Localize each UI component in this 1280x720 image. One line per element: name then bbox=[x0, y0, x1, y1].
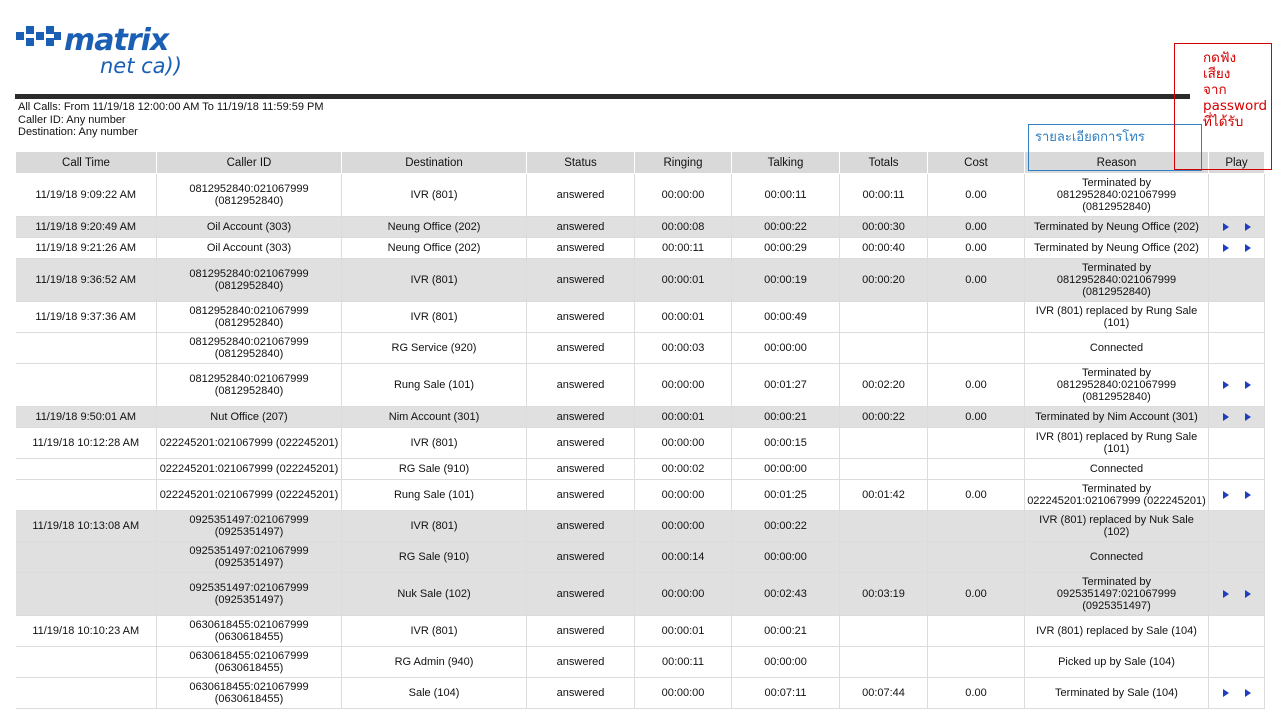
reason-cell-line: IVR (801) replaced by Rung Sale bbox=[1035, 431, 1198, 443]
destination-cell: IVR (801) bbox=[342, 428, 527, 459]
talking-cell: 00:00:00 bbox=[732, 333, 840, 364]
caller-id-cell bbox=[157, 259, 342, 302]
caller-id-cell bbox=[157, 333, 342, 364]
cost-cell: 0.00 bbox=[928, 678, 1025, 709]
destination-cell: Sale (104) bbox=[342, 678, 527, 709]
status-cell: answered bbox=[527, 238, 635, 259]
call-time-cell bbox=[16, 573, 157, 616]
cost-cell bbox=[928, 647, 1025, 678]
totals-cell: 00:00:11 bbox=[840, 174, 928, 217]
reason-cell bbox=[1025, 647, 1209, 678]
caller-id-cell-line: 0812952840:021067999 bbox=[189, 336, 309, 348]
reason-cell-line: (102) bbox=[1103, 526, 1130, 538]
reason-cell-line: (0925351497) bbox=[1082, 600, 1151, 612]
caller-id-cell-line: (0812952840) bbox=[214, 385, 284, 397]
reason-cell-line: IVR (801) replaced by Nuk Sale bbox=[1039, 514, 1194, 526]
play-icon[interactable] bbox=[1245, 491, 1251, 499]
reason-cell-line: Terminated by Sale (104) bbox=[1055, 687, 1178, 699]
play-cell bbox=[1209, 511, 1265, 542]
status-cell: answered bbox=[527, 480, 635, 511]
caller-id-cell-line: Oil Account (303) bbox=[206, 242, 292, 254]
reason-cell bbox=[1025, 364, 1209, 407]
totals-cell: 00:00:40 bbox=[840, 238, 928, 259]
play-cell bbox=[1209, 407, 1265, 428]
ringing-cell: 00:00:02 bbox=[635, 459, 732, 480]
cost-cell: 0.00 bbox=[928, 217, 1025, 238]
ringing-cell: 00:00:01 bbox=[635, 407, 732, 428]
call-time-cell bbox=[16, 364, 157, 407]
reason-cell bbox=[1025, 428, 1209, 459]
status-cell: answered bbox=[527, 407, 635, 428]
destination-cell: IVR (801) bbox=[342, 511, 527, 542]
caller-id-cell-line: 0812952840:021067999 bbox=[189, 268, 309, 280]
ringing-cell: 00:00:00 bbox=[635, 511, 732, 542]
reason-cell-line: Terminated by Nim Account (301) bbox=[1035, 411, 1198, 423]
caller-id-cell bbox=[157, 428, 342, 459]
talking-cell: 00:00:29 bbox=[732, 238, 840, 259]
caller-id-cell-line: (0925351497) bbox=[214, 557, 284, 569]
call-time-cell: 11/19/18 9:21:26 AM bbox=[16, 238, 157, 259]
reason-cell bbox=[1025, 174, 1209, 217]
status-cell: answered bbox=[527, 174, 635, 217]
call-time-cell bbox=[16, 459, 157, 480]
reason-cell bbox=[1025, 616, 1209, 647]
talking-cell: 00:00:22 bbox=[732, 217, 840, 238]
column-header-ringing: Ringing bbox=[635, 152, 732, 174]
caller-id-cell-line: 0812952840:021067999 bbox=[189, 183, 309, 195]
play-cell bbox=[1209, 480, 1265, 511]
talking-cell: 00:01:25 bbox=[732, 480, 840, 511]
reason-cell-line: Terminated by Neung Office (202) bbox=[1034, 242, 1199, 254]
caller-id-cell bbox=[157, 573, 342, 616]
reason-cell-line: Picked up by Sale (104) bbox=[1058, 656, 1175, 668]
status-cell: answered bbox=[527, 573, 635, 616]
ringing-cell: 00:00:11 bbox=[635, 647, 732, 678]
destination-cell: IVR (801) bbox=[342, 174, 527, 217]
totals-cell: 00:07:44 bbox=[840, 678, 928, 709]
play-icon[interactable] bbox=[1245, 223, 1251, 231]
call-time-cell: 11/19/18 9:20:49 AM bbox=[16, 217, 157, 238]
cost-cell: 0.00 bbox=[928, 480, 1025, 511]
reason-cell bbox=[1025, 217, 1209, 238]
table-row[interactable] bbox=[16, 428, 1265, 459]
play-cell bbox=[1209, 573, 1265, 616]
ringing-cell: 00:00:14 bbox=[635, 542, 732, 573]
play-icon[interactable] bbox=[1223, 491, 1229, 499]
table-row[interactable] bbox=[16, 174, 1265, 217]
talking-cell: 00:00:21 bbox=[732, 616, 840, 647]
caller-id-cell bbox=[157, 616, 342, 647]
reason-cell-line: 0812952840:021067999 bbox=[1056, 274, 1177, 286]
column-header-reason: Reason bbox=[1025, 152, 1209, 174]
table-row[interactable] bbox=[16, 573, 1265, 616]
talking-cell: 00:00:19 bbox=[732, 259, 840, 302]
talking-cell: 00:00:21 bbox=[732, 407, 840, 428]
ringing-cell: 00:00:00 bbox=[635, 364, 732, 407]
reason-cell-line: Terminated by bbox=[1081, 262, 1152, 274]
caller-id-cell-line: 0925351497:021067999 bbox=[189, 545, 309, 557]
reason-cell bbox=[1025, 459, 1209, 480]
play-cell bbox=[1209, 217, 1265, 238]
table-row[interactable] bbox=[16, 616, 1265, 647]
ringing-cell: 00:00:01 bbox=[635, 259, 732, 302]
destination-cell: Nuk Sale (102) bbox=[342, 573, 527, 616]
destination-cell: Rung Sale (101) bbox=[342, 364, 527, 407]
talking-cell: 00:00:11 bbox=[732, 174, 840, 217]
caller-id-cell-line: 0812952840:021067999 bbox=[189, 305, 309, 317]
call-time-cell bbox=[16, 647, 157, 678]
call-time-cell: 11/19/18 10:13:08 AM bbox=[16, 511, 157, 542]
reason-cell-line: Terminated by Neung Office (202) bbox=[1034, 221, 1199, 233]
status-cell: answered bbox=[527, 302, 635, 333]
status-cell: answered bbox=[527, 616, 635, 647]
talking-cell: 00:00:22 bbox=[732, 511, 840, 542]
totals-cell bbox=[840, 333, 928, 364]
caller-id-cell-line: (0925351497) bbox=[214, 594, 284, 606]
status-cell: answered bbox=[527, 678, 635, 709]
table-row[interactable] bbox=[16, 238, 1265, 259]
status-cell: answered bbox=[527, 459, 635, 480]
reason-annotation: รายละเอียดการโทร bbox=[1028, 124, 1202, 171]
reason-cell bbox=[1025, 480, 1209, 511]
caller-id-cell bbox=[157, 459, 342, 480]
call-time-cell bbox=[16, 678, 157, 709]
caller-id-cell bbox=[157, 511, 342, 542]
call-time-cell: 11/19/18 9:36:52 AM bbox=[16, 259, 157, 302]
column-header-destination: Destination bbox=[342, 152, 527, 174]
reason-cell bbox=[1025, 542, 1209, 573]
play-cell bbox=[1209, 428, 1265, 459]
caller-id-cell-line: 0630618455:021067999 bbox=[189, 619, 309, 631]
ringing-cell: 00:00:00 bbox=[635, 480, 732, 511]
destination-cell: IVR (801) bbox=[342, 616, 527, 647]
reason-cell-line: (0812952840) bbox=[1082, 391, 1151, 403]
talking-cell: 00:07:11 bbox=[732, 678, 840, 709]
reason-cell-line: Connected bbox=[1089, 342, 1144, 354]
caller-id-cell-line: (0925351497) bbox=[214, 526, 284, 538]
talking-cell: 00:00:00 bbox=[732, 647, 840, 678]
destination-cell: RG Sale (910) bbox=[342, 459, 527, 480]
cost-cell bbox=[928, 616, 1025, 647]
caller-id-cell-line: (0630618455) bbox=[214, 693, 284, 705]
caller-id-cell-line: (0812952840) bbox=[214, 280, 284, 292]
cost-cell: 0.00 bbox=[928, 364, 1025, 407]
cost-cell bbox=[928, 511, 1025, 542]
caller-id-cell bbox=[157, 647, 342, 678]
header-divider bbox=[15, 94, 1190, 99]
reason-cell-line: IVR (801) replaced by Rung Sale bbox=[1035, 305, 1198, 317]
totals-cell bbox=[840, 542, 928, 573]
table-row[interactable] bbox=[16, 459, 1265, 480]
column-header-play: Play bbox=[1209, 152, 1265, 174]
play-cell bbox=[1209, 647, 1265, 678]
ringing-cell: 00:00:00 bbox=[635, 678, 732, 709]
talking-cell: 00:00:15 bbox=[732, 428, 840, 459]
totals-cell: 00:03:19 bbox=[840, 573, 928, 616]
totals-cell bbox=[840, 511, 928, 542]
column-header-cost: Cost bbox=[928, 152, 1025, 174]
totals-cell: 00:00:30 bbox=[840, 217, 928, 238]
reason-cell bbox=[1025, 259, 1209, 302]
totals-cell bbox=[840, 647, 928, 678]
reason-cell-line: (0812952840) bbox=[1082, 286, 1151, 298]
reason-cell bbox=[1025, 302, 1209, 333]
play-cell bbox=[1209, 364, 1265, 407]
reason-cell-line: (0812952840) bbox=[1082, 201, 1151, 213]
ringing-cell: 00:00:11 bbox=[635, 238, 732, 259]
reason-cell-line: Terminated by bbox=[1081, 367, 1152, 379]
caller-id-cell-line: 0630618455:021067999 bbox=[189, 681, 309, 693]
play-icon[interactable] bbox=[1223, 689, 1229, 697]
reason-cell bbox=[1025, 333, 1209, 364]
caller-id-cell-line: 022245201:021067999 (022245201) bbox=[159, 437, 339, 449]
ringing-cell: 00:00:01 bbox=[635, 302, 732, 333]
play-icon[interactable] bbox=[1223, 590, 1229, 598]
reason-cell-line: Terminated by bbox=[1081, 483, 1152, 495]
talking-cell: 00:00:49 bbox=[732, 302, 840, 333]
caller-id-cell-line: 022245201:021067999 (022245201) bbox=[159, 463, 339, 475]
play-cell bbox=[1209, 678, 1265, 709]
totals-cell: 00:02:20 bbox=[840, 364, 928, 407]
talking-cell: 00:00:00 bbox=[732, 542, 840, 573]
logo-sub-text: net ca)) bbox=[100, 54, 182, 78]
cost-cell: 0.00 bbox=[928, 259, 1025, 302]
table-row[interactable] bbox=[16, 678, 1265, 709]
table-row[interactable] bbox=[16, 542, 1265, 573]
play-icon[interactable] bbox=[1245, 381, 1251, 389]
column-header-status: Status bbox=[527, 152, 635, 174]
column-header-totals: Totals bbox=[840, 152, 928, 174]
cost-cell bbox=[928, 333, 1025, 364]
caller-id-cell-line: 0925351497:021067999 bbox=[189, 582, 309, 594]
play-icon[interactable] bbox=[1245, 244, 1251, 252]
caller-id-cell-line: 022245201:021067999 (022245201) bbox=[159, 489, 339, 501]
caller-id-cell-line: (0630618455) bbox=[214, 631, 284, 643]
call-time-cell: 11/19/18 9:37:36 AM bbox=[16, 302, 157, 333]
filter-caller-id: Caller ID: Any number bbox=[18, 113, 126, 126]
column-header-talking: Talking bbox=[732, 152, 840, 174]
caller-id-cell bbox=[157, 302, 342, 333]
play-icon[interactable] bbox=[1223, 413, 1229, 421]
reason-cell-line: 0812952840:021067999 bbox=[1056, 379, 1177, 391]
totals-cell: 00:00:20 bbox=[840, 259, 928, 302]
destination-cell: Neung Office (202) bbox=[342, 238, 527, 259]
column-header-caller-id: Caller ID bbox=[157, 152, 342, 174]
status-cell: answered bbox=[527, 647, 635, 678]
caller-id-cell bbox=[157, 407, 342, 428]
totals-cell bbox=[840, 616, 928, 647]
reason-cell-line: Terminated by bbox=[1081, 576, 1152, 588]
logo-mark-icon bbox=[14, 24, 62, 54]
play-cell bbox=[1209, 616, 1265, 647]
caller-id-cell-line: (0812952840) bbox=[214, 348, 284, 360]
call-log-table bbox=[15, 151, 1265, 709]
play-icon[interactable] bbox=[1223, 244, 1229, 252]
cost-cell: 0.00 bbox=[928, 174, 1025, 217]
caller-id-cell-line: 0630618455:021067999 bbox=[189, 650, 309, 662]
filter-all-calls: All Calls: From 11/19/18 12:00:00 AM To 11/19/18 11:59:59 PM bbox=[18, 101, 324, 113]
call-time-cell: 11/19/18 9:09:22 AM bbox=[16, 174, 157, 217]
talking-cell: 00:00:00 bbox=[732, 459, 840, 480]
reason-cell-line: Connected bbox=[1089, 463, 1144, 475]
call-time-cell: 11/19/18 9:50:01 AM bbox=[16, 407, 157, 428]
destination-cell: Rung Sale (101) bbox=[342, 480, 527, 511]
table-row[interactable] bbox=[16, 511, 1265, 542]
table-row[interactable] bbox=[16, 364, 1265, 407]
caller-id-cell-line: (0630618455) bbox=[214, 662, 284, 674]
play-cell bbox=[1209, 542, 1265, 573]
caller-id-cell-line: 0925351497:021067999 bbox=[189, 514, 309, 526]
call-time-cell: 11/19/18 10:12:28 AM bbox=[16, 428, 157, 459]
reason-cell-line: (101) bbox=[1103, 443, 1130, 455]
reason-cell bbox=[1025, 573, 1209, 616]
cost-cell bbox=[928, 459, 1025, 480]
cost-cell bbox=[928, 542, 1025, 573]
play-icon[interactable] bbox=[1245, 689, 1251, 697]
call-time-cell bbox=[16, 542, 157, 573]
play-icon[interactable] bbox=[1245, 590, 1251, 598]
play-cell bbox=[1209, 259, 1265, 302]
destination-cell: Neung Office (202) bbox=[342, 217, 527, 238]
status-cell: answered bbox=[527, 217, 635, 238]
ringing-cell: 00:00:03 bbox=[635, 333, 732, 364]
ringing-cell: 00:00:01 bbox=[635, 616, 732, 647]
call-time-cell: 11/19/18 10:10:23 AM bbox=[16, 616, 157, 647]
caller-id-cell bbox=[157, 217, 342, 238]
reason-cell bbox=[1025, 238, 1209, 259]
reason-cell bbox=[1025, 511, 1209, 542]
caller-id-cell bbox=[157, 364, 342, 407]
status-cell: answered bbox=[527, 259, 635, 302]
caller-id-cell bbox=[157, 542, 342, 573]
caller-id-cell bbox=[157, 678, 342, 709]
caller-id-cell bbox=[157, 238, 342, 259]
caller-id-cell-line: 0812952840:021067999 bbox=[189, 373, 309, 385]
status-cell: answered bbox=[527, 542, 635, 573]
status-cell: answered bbox=[527, 511, 635, 542]
destination-cell: RG Service (920) bbox=[342, 333, 527, 364]
cost-cell: 0.00 bbox=[928, 407, 1025, 428]
totals-cell bbox=[840, 428, 928, 459]
play-cell bbox=[1209, 238, 1265, 259]
reason-cell-line: 0925351497:021067999 bbox=[1056, 588, 1177, 600]
matrix-logo bbox=[14, 20, 194, 80]
status-cell: answered bbox=[527, 333, 635, 364]
status-cell: answered bbox=[527, 428, 635, 459]
ringing-cell: 00:00:00 bbox=[635, 428, 732, 459]
totals-cell: 00:00:22 bbox=[840, 407, 928, 428]
cost-cell bbox=[928, 302, 1025, 333]
reason-cell-line: 022245201:021067999 (022245201) bbox=[1027, 495, 1206, 507]
play-icon[interactable] bbox=[1245, 413, 1251, 421]
filter-destination: Destination: Any number bbox=[18, 126, 138, 138]
reason-cell bbox=[1025, 407, 1209, 428]
call-time-cell bbox=[16, 480, 157, 511]
reason-cell-line: 0812952840:021067999 bbox=[1056, 189, 1177, 201]
table-row[interactable] bbox=[16, 480, 1265, 511]
table-row[interactable] bbox=[16, 647, 1265, 678]
table-body bbox=[16, 174, 1265, 709]
cost-cell: 0.00 bbox=[928, 573, 1025, 616]
ringing-cell: 00:00:00 bbox=[635, 174, 732, 217]
table-row[interactable] bbox=[16, 407, 1265, 428]
status-cell: answered bbox=[527, 364, 635, 407]
play-icon[interactable] bbox=[1223, 381, 1229, 389]
destination-cell: Nim Account (301) bbox=[342, 407, 527, 428]
caller-id-cell-line: (0812952840) bbox=[214, 317, 284, 329]
play-cell bbox=[1209, 459, 1265, 480]
table-row[interactable] bbox=[16, 302, 1265, 333]
play-cell bbox=[1209, 333, 1265, 364]
caller-id-cell-line: Nut Office (207) bbox=[210, 411, 288, 423]
logo-brand-text: matrix bbox=[64, 23, 169, 58]
ringing-cell: 00:00:08 bbox=[635, 217, 732, 238]
reason-cell-line: Terminated by bbox=[1081, 177, 1152, 189]
totals-cell bbox=[840, 302, 928, 333]
table-row[interactable] bbox=[16, 217, 1265, 238]
destination-cell: IVR (801) bbox=[342, 302, 527, 333]
play-annotation: กดฟัง เสียง จาก password ที่ได้รับ bbox=[1174, 43, 1272, 170]
ringing-cell: 00:00:00 bbox=[635, 573, 732, 616]
talking-cell: 00:01:27 bbox=[732, 364, 840, 407]
reason-cell-line: IVR (801) replaced by Sale (104) bbox=[1036, 625, 1197, 637]
caller-id-cell bbox=[157, 480, 342, 511]
reason-cell bbox=[1025, 678, 1209, 709]
call-time-cell bbox=[16, 333, 157, 364]
reason-cell-line: Connected bbox=[1089, 551, 1144, 563]
cost-cell: 0.00 bbox=[928, 238, 1025, 259]
caller-id-cell bbox=[157, 174, 342, 217]
caller-id-cell-line: (0812952840) bbox=[214, 195, 284, 207]
reason-cell-line: (101) bbox=[1103, 317, 1130, 329]
play-cell bbox=[1209, 174, 1265, 217]
destination-cell: RG Admin (940) bbox=[342, 647, 527, 678]
column-header-call-time: Call Time bbox=[16, 152, 157, 174]
filter-summary bbox=[18, 101, 324, 139]
caller-id-cell-line: Oil Account (303) bbox=[206, 221, 292, 233]
table-row[interactable] bbox=[16, 259, 1265, 302]
destination-cell: RG Sale (910) bbox=[342, 542, 527, 573]
talking-cell: 00:02:43 bbox=[732, 573, 840, 616]
cost-cell bbox=[928, 428, 1025, 459]
play-icon[interactable] bbox=[1223, 223, 1229, 231]
play-cell bbox=[1209, 302, 1265, 333]
table-row[interactable] bbox=[16, 333, 1265, 364]
totals-cell bbox=[840, 459, 928, 480]
totals-cell: 00:01:42 bbox=[840, 480, 928, 511]
destination-cell: IVR (801) bbox=[342, 259, 527, 302]
